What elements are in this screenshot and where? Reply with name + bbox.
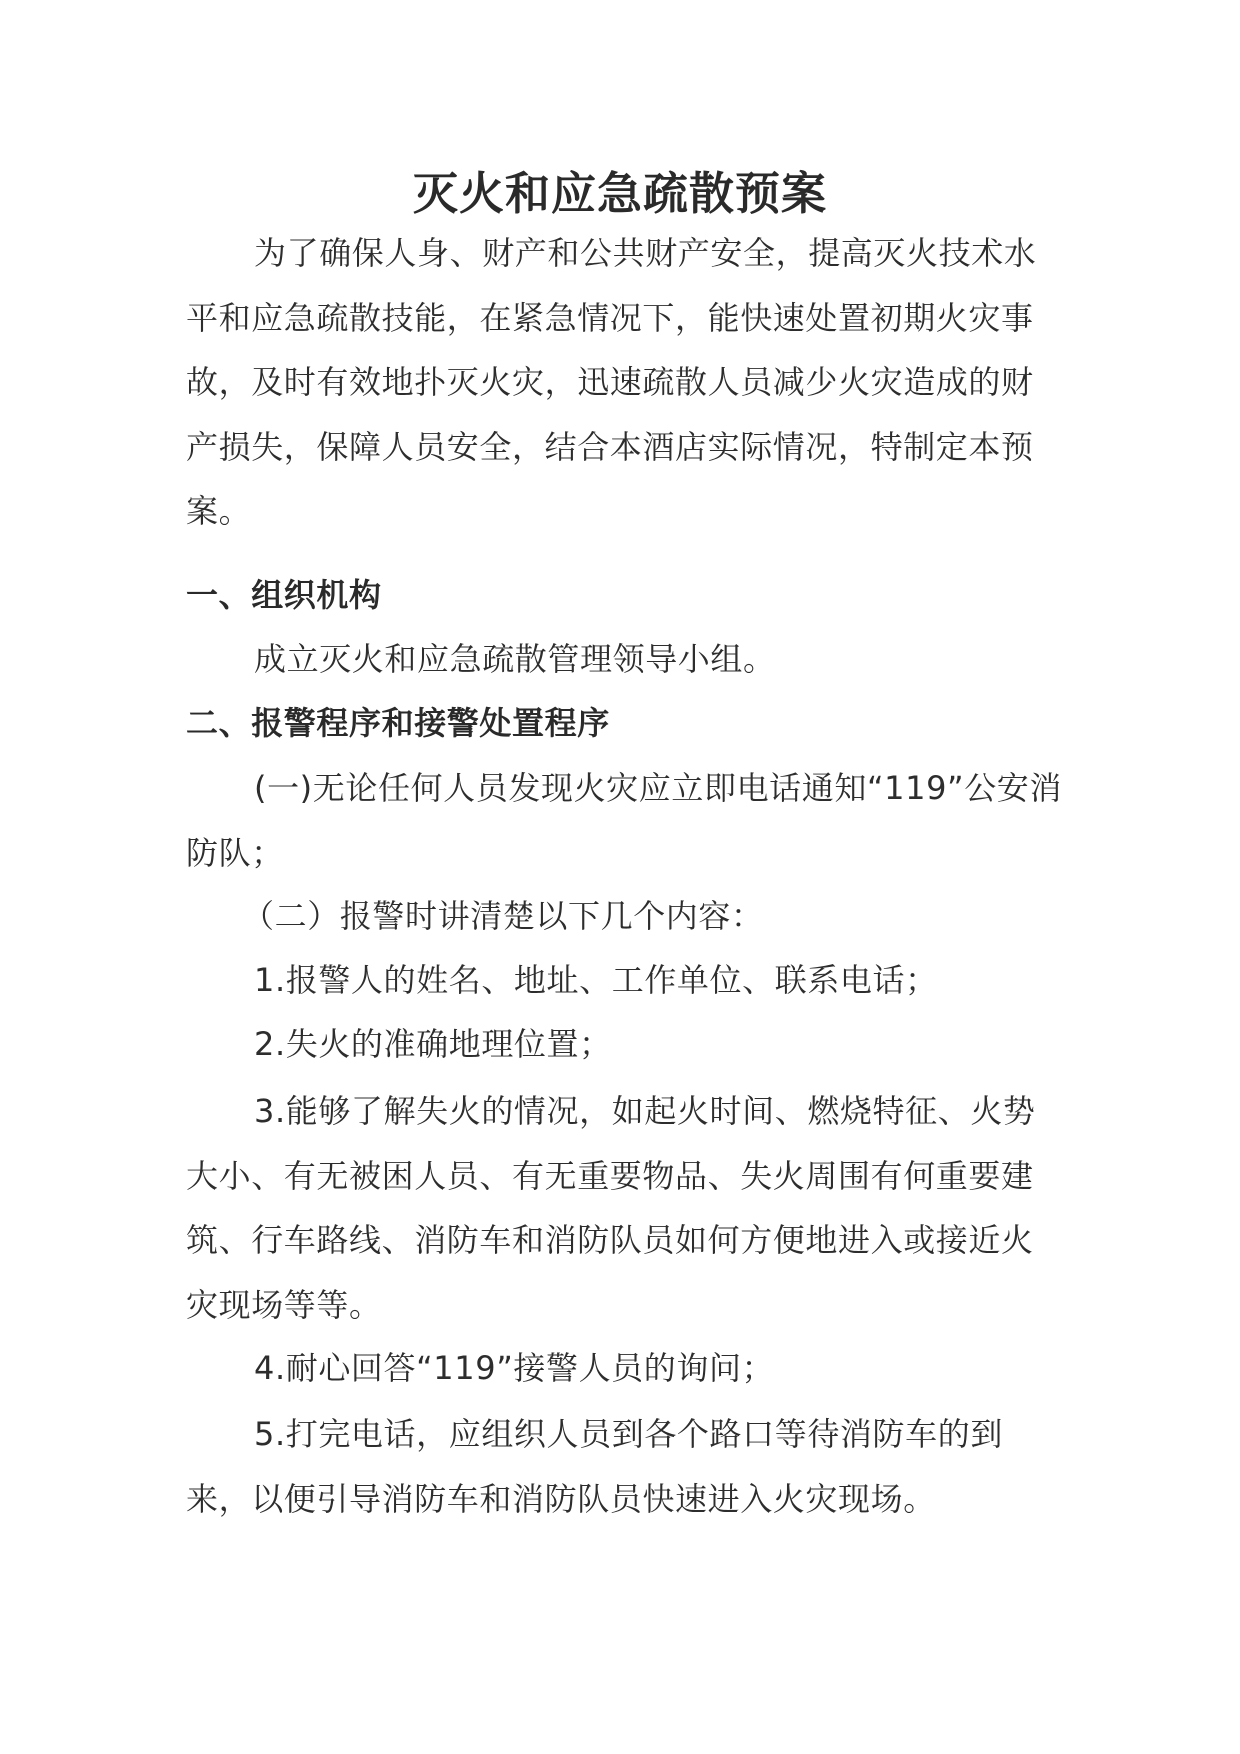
report-item-5: 5.打完电话，应组织人员到各个路口等待消防车的到来，以便引导消防车和消防队员快速进入火灾现场。 <box>186 1415 1003 1518</box>
report-item-4: 4.耐心回答“119”接警人员的询问； <box>254 1349 775 1387</box>
report-item-1: 1.报警人的姓名、地址、工作单位、联系电话； <box>254 961 938 999</box>
alarm-item-2: （二）报警时讲清楚以下几个内容： <box>242 897 764 935</box>
section-paragraph: 成立灭火和应急疏散管理领导小组。 <box>254 640 776 678</box>
section-heading-organization: 一、组织机构 <box>186 576 382 614</box>
report-item-5-block <box>186 1402 1066 1531</box>
report-item-3: 3.能够了解失火的情况，如起火时间、燃烧特征、火势大小、有无被困人员、有无重要物品、失火周围有何重要建筑、行车路线、消防车和消防队员如何方便地进入或接近火灾现场等等。 <box>186 1092 1036 1324</box>
report-item-3-block <box>186 1079 1066 1337</box>
report-item-2: 2.失火的准确地理位置； <box>254 1025 612 1063</box>
document-title: 灭火和应急疏散预案 <box>412 167 827 220</box>
alarm-item-1-block <box>186 756 1066 885</box>
section-heading-alarm-procedure: 二、报警程序和接警处置程序 <box>186 704 610 742</box>
intro-text: 为了确保人身、财产和公共财产安全，提高灭火技术水平和应急疏散技能，在紧急情况下，能快速处置初期火灾事故，及时有效地扑灭火灾，迅速疏散人员减少火灾造成的财产损失，保障人员安全，结合本酒店实际情况，特制定本预案。 <box>186 234 1037 530</box>
intro-paragraph <box>186 221 1056 544</box>
alarm-item-1: (一)无论任何人员发现火灾应立即电话通知“119”公安消防队； <box>186 769 1063 872</box>
